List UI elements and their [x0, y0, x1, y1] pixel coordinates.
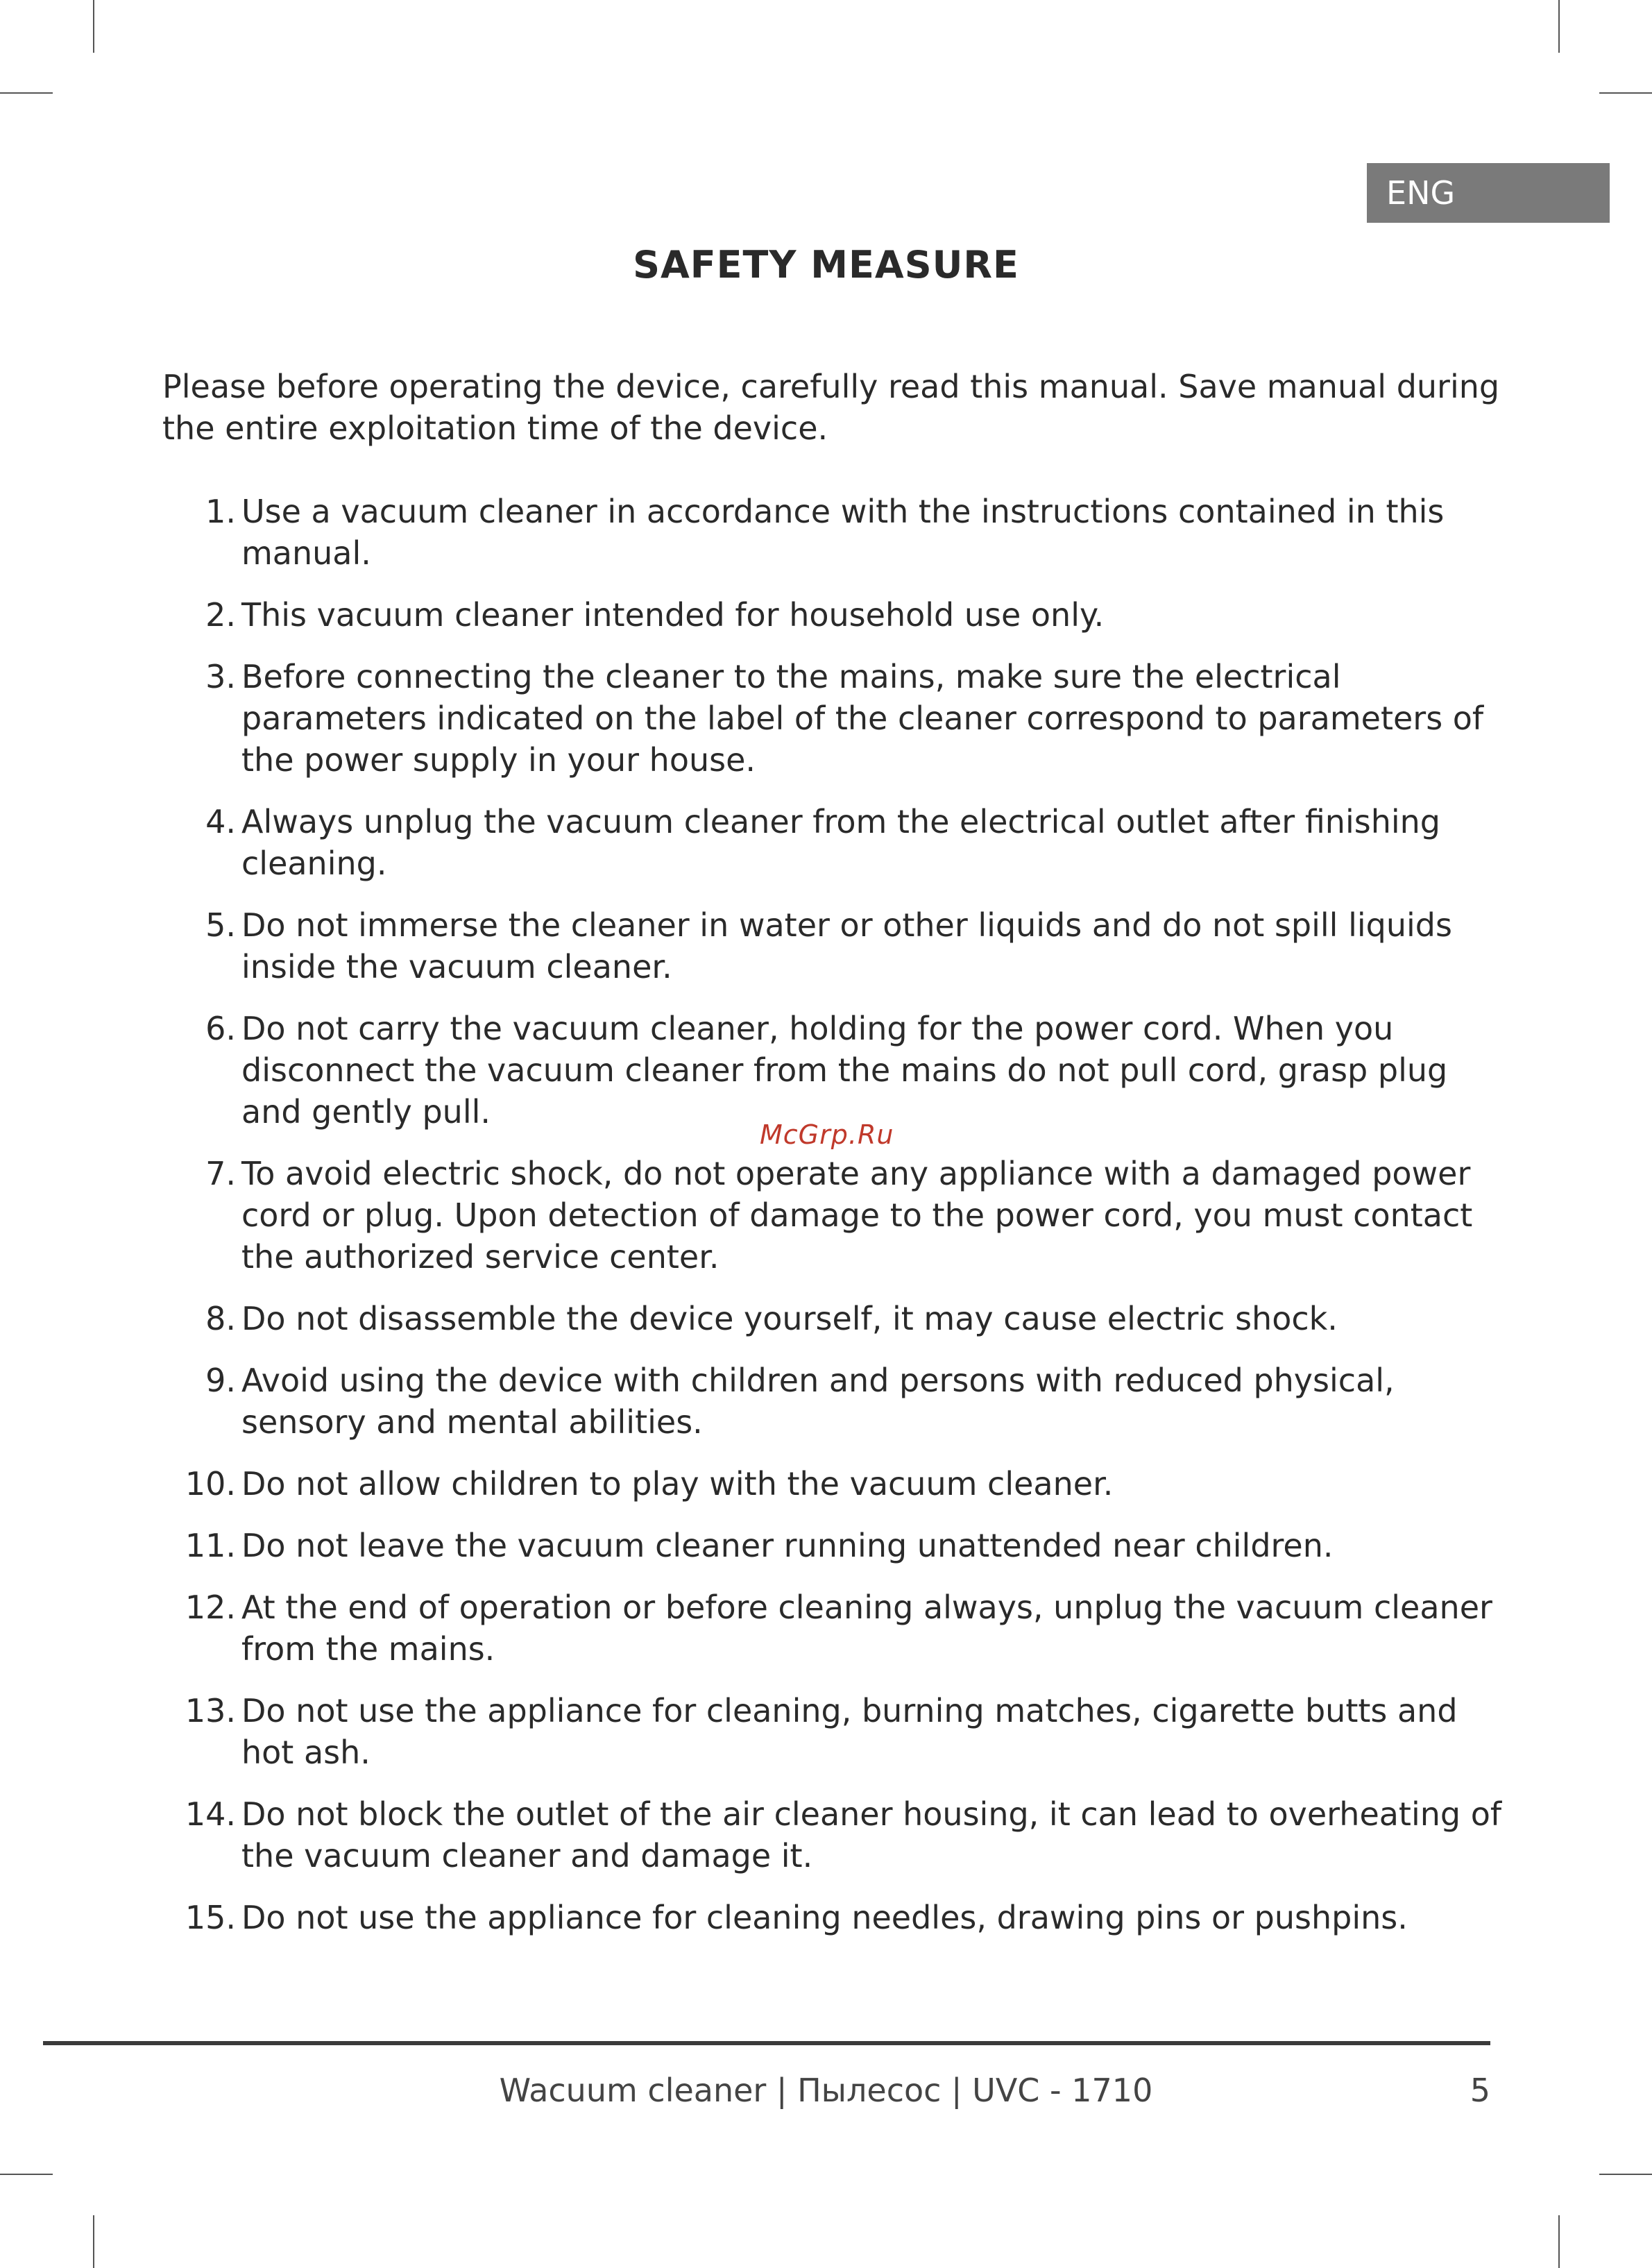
list-item [162, 904, 1508, 988]
item-text: To avoid electric shock, do not operate any appliance with a damaged power cord or plug. Upon detection of damage to the power cord, you must contact the authorized service center. [241, 1155, 1473, 1276]
item-text: Do not allow children to play with the vacuum cleaner. [241, 1465, 1114, 1503]
list-item [162, 491, 1508, 574]
item-text: Do not use the appliance for cleaning, burning matches, cigarette butts and hot ash. [241, 1692, 1458, 1771]
list-item [162, 1298, 1508, 1339]
list-item [162, 1153, 1508, 1278]
item-text: At the end of operation or before cleaning always, unplug the vacuum cleaner from the mains. [241, 1589, 1492, 1668]
item-number: 9. [205, 1362, 236, 1399]
item-number: 2. [205, 596, 236, 634]
list-item [162, 1463, 1508, 1505]
item-number: 10. [185, 1465, 236, 1503]
list-item [162, 656, 1508, 781]
list-item [162, 801, 1508, 884]
item-number: 8. [205, 1300, 236, 1337]
footer-divider [43, 2041, 1490, 2045]
item-number: 1. [205, 493, 236, 530]
page-number: 5 [1470, 2072, 1490, 2109]
item-number: 13. [185, 1692, 236, 1729]
list-item [162, 1897, 1508, 1938]
item-number: 4. [205, 803, 236, 840]
item-text: Before connecting the cleaner to the mains, make sure the electrical parameters indicated on the label of the cleaner correspond to parameters of the power supply in your house. [241, 658, 1484, 779]
item-number: 11. [185, 1527, 236, 1564]
item-text: This vacuum cleaner intended for household use only. [241, 596, 1105, 634]
item-number: 6. [205, 1010, 236, 1047]
item-number: 15. [185, 1899, 236, 1936]
item-number: 12. [185, 1589, 236, 1626]
item-text: Do not leave the vacuum cleaner running unattended near children. [241, 1527, 1334, 1564]
list-item [162, 1793, 1508, 1877]
intro-paragraph: Please before operating the device, carefully read this manual. Save manual during the entire exploitation time of the device. [162, 368, 1500, 447]
item-text: Do not carry the vacuum cleaner, holding for the power cord. When you disconnect the vacuum cleaner from the mains do not pull cord, grasp plug and gently pull. [241, 1010, 1448, 1131]
crop-mark [0, 2174, 53, 2175]
list-item [162, 1525, 1508, 1566]
list-item [162, 1586, 1508, 1670]
list-item [162, 1008, 1508, 1133]
crop-mark [1558, 0, 1560, 53]
crop-mark [1558, 2215, 1560, 2268]
crop-mark [93, 2215, 94, 2268]
list-item [162, 1690, 1508, 1773]
item-text: Avoid using the device with children and persons with reduced physical, sensory and mental abilities. [241, 1362, 1395, 1441]
language-badge: ENG [1367, 163, 1610, 223]
page-title: SAFETY MEASURE [633, 243, 1019, 287]
item-number: 5. [205, 906, 236, 944]
crop-mark [0, 92, 53, 94]
footer-product: Wacuum cleaner | Пылесос | UVC - 1710 [499, 2072, 1153, 2109]
watermark: McGrp.Ru [760, 1119, 894, 1150]
item-text: Do not disassemble the device yourself, it may cause electric shock. [241, 1300, 1338, 1337]
item-text: Do not immerse the cleaner in water or other liquids and do not spill liquids inside the vacuum cleaner. [241, 906, 1452, 985]
list-item [162, 594, 1508, 636]
item-text: Always unplug the vacuum cleaner from the electrical outlet after finishing cleaning. [241, 803, 1440, 882]
list-item [162, 1360, 1508, 1443]
crop-mark [1599, 2174, 1652, 2175]
item-text: Do not use the appliance for cleaning needles, drawing pins or pushpins. [241, 1899, 1408, 1936]
item-number: 7. [205, 1155, 236, 1192]
item-text: Do not block the outlet of the air cleaner housing, it can lead to overheating of the vacuum cleaner and damage it. [241, 1795, 1502, 1875]
crop-mark [1599, 92, 1652, 94]
crop-mark [93, 0, 94, 53]
item-number: 14. [185, 1795, 236, 1833]
item-number: 3. [205, 658, 236, 695]
item-text: Use a vacuum cleaner in accordance with the instructions contained in this manual. [241, 493, 1445, 572]
safety-list [162, 491, 1508, 1958]
